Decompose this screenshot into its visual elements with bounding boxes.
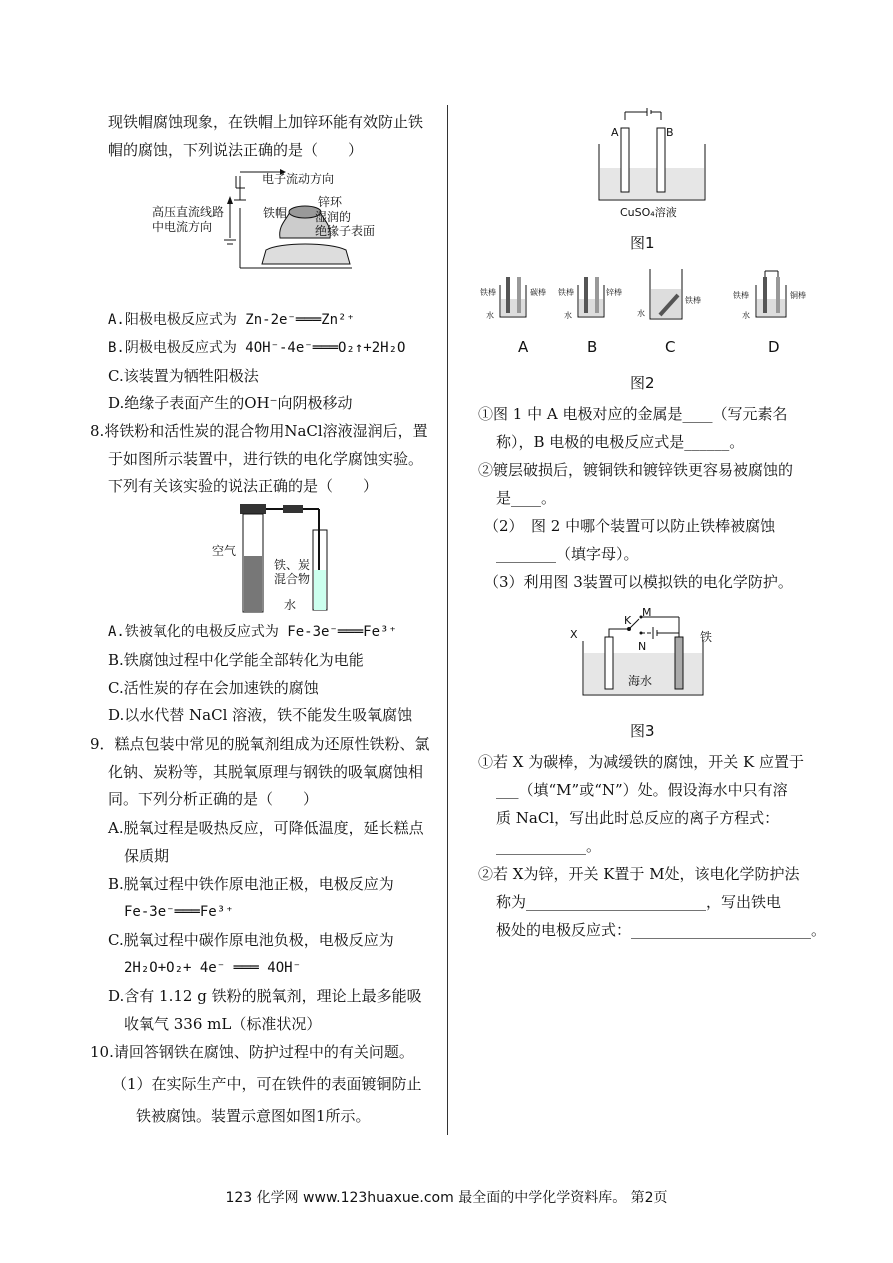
- fig2-c-label-1: 水: [637, 309, 645, 318]
- q9-option-d: D.含有 1.12 g 铁粉的脱氧剂，理论上最多能吸: [108, 987, 422, 1005]
- fig7-hat-label: 铁帽: [263, 206, 288, 220]
- q10-right-line-8: ①若 X 为碳棒，为减缓铁的腐蚀，开关 K 应置于: [478, 753, 804, 771]
- q10-right-line-14: 极处的电极反应式：________________________。: [496, 921, 827, 939]
- q10-right-line-7: （3）利用图 3装置可以模拟铁的电化学防护。: [484, 573, 793, 591]
- fig2-caption: 图2: [630, 374, 655, 392]
- q10-line-3: 铁被腐蚀。装置示意图如图1所示。: [136, 1107, 371, 1125]
- q8-option-a: A.铁被氧化的电极反应式为 Fe-3e⁻═══Fe³⁺: [108, 624, 397, 640]
- q10-right-line-10: 质 NaCl，写出此时总反应的离子方程式：: [496, 809, 780, 827]
- fig2-d-label-2: 铜棒: [790, 291, 806, 300]
- fig7-zinc-label: 锌环: [318, 195, 343, 209]
- q9-option-c: C.脱氧过程中碳作原电池负极，电极反应为: [108, 931, 394, 949]
- q8-option-d: D.以水代替 NaCl 溶液，铁不能发生吸氧腐蚀: [108, 706, 413, 724]
- fig2-a-label-2: 碳棒: [530, 288, 546, 297]
- fig8-mix-label-2: 混合物: [274, 572, 311, 586]
- page-footer: 123 化学网 www.123huaxue.com 最全面的中学化学资料库。 第2页: [225, 1190, 668, 1206]
- fig1-b-label: B: [666, 126, 674, 139]
- fig2-option-d: D: [768, 338, 780, 356]
- q8-option-c: C.活性炭的存在会加速铁的腐蚀: [108, 679, 319, 697]
- fig7-wet-label-2: 绝缘子表面: [315, 224, 376, 238]
- q10-right-line-13: 称为________________________，写出铁电: [496, 893, 782, 911]
- fig7-hv-label-1: 高压直流线路: [152, 205, 225, 219]
- q9-option-a: A.脱氧过程是吸热反应，可降低温度，延长糕点: [108, 819, 424, 837]
- fig2-b-label-3: 水: [564, 311, 572, 320]
- fig2-option-a: A: [518, 338, 529, 356]
- q7-line-1: 现铁帽腐蚀现象，在铁帽上加锌环能有效防止铁: [108, 113, 424, 131]
- q7-option-b: B.阴极电极反应式为 4OH⁻-4e⁻═══O₂↑+2H₂O: [108, 340, 406, 356]
- fig2-a-label-3: 水: [486, 311, 494, 320]
- q8-line-1: 8.将铁粉和活性炭的混合物用NaCl溶液湿润后，置: [90, 422, 428, 440]
- fig3-n-label: N: [638, 640, 647, 653]
- q10-right-line-9: ___（填“M”或“N”）处。假设海水中只有溶: [496, 781, 788, 799]
- fig7-electron-label: 电子流动方向: [262, 172, 335, 186]
- fig8-water-label: 水: [284, 598, 297, 612]
- q10-line-1: 10.请回答钢铁在腐蚀、防护过程中的有关问题。: [90, 1043, 414, 1061]
- q10-right-line-3: ②镀层破损后，镀铜铁和镀锌铁更容易被腐蚀的: [478, 461, 794, 479]
- fig2-d-label-1: 铁棒: [733, 291, 749, 300]
- fig8-mix-label-1: 铁、炭: [274, 558, 311, 572]
- fig2-option-b: B: [587, 338, 598, 356]
- fig2-d-label-3: 水: [742, 311, 750, 320]
- fig2-a-label-1: 铁棒: [480, 288, 496, 297]
- q8-option-b: B.铁腐蚀过程中化学能全部转化为电能: [108, 651, 364, 669]
- q9-option-b-cont: Fe-3e⁻═══Fe³⁺: [124, 904, 234, 920]
- q8-line-3: 下列有关该实验的说法正确的是（ ）: [108, 477, 379, 495]
- fig8-air-label: 空气: [212, 544, 237, 558]
- fig1-a-label: A: [611, 126, 619, 139]
- q10-right-line-1: ①图 1 中 A 电极对应的金属是____（写元素名: [478, 405, 788, 423]
- fig3-sea-label: 海水: [628, 674, 653, 688]
- fig1-caption: 图1: [630, 234, 655, 252]
- q9-line-1: 9．糕点包装中常见的脱氧剂组成为还原性铁粉、氯: [90, 735, 430, 753]
- fig1-solution-label: CuSO₄溶液: [620, 206, 677, 219]
- q10-right-line-6: ________（填字母）。: [496, 545, 639, 563]
- fig2-b-label-2: 锌棒: [606, 288, 622, 297]
- q8-line-2: 于如图所示装置中，进行铁的电化学腐蚀实验。: [108, 450, 424, 468]
- fig2-c-label-2: 铁棒: [685, 296, 701, 305]
- q9-option-c-cont: 2H₂O+O₂+ 4e⁻ ═══ 4OH⁻: [124, 960, 302, 976]
- fig3-m-label: M: [642, 606, 652, 619]
- q10-right-line-4: 是____。: [496, 489, 557, 507]
- fig7-hv-label-2: 中电流方向: [152, 220, 213, 234]
- q7-option-c: C.该装置为牺牲阳极法: [108, 367, 259, 385]
- q10-right-line-11: ____________。: [496, 837, 602, 855]
- fig1-diagram: [595, 108, 710, 208]
- fig3-x-label: X: [570, 628, 578, 641]
- fig3-k-label: K: [624, 614, 632, 627]
- q7-option-d: D.绝缘子表面产生的OH⁻向阴极移动: [108, 394, 353, 412]
- q7-option-a: A.阳极电极反应式为 Zn-2e⁻═══Zn²⁺: [108, 312, 355, 328]
- fig7-wet-label-1: 湿润的: [315, 210, 352, 224]
- q9-option-d-cont: 收氧气 336 mL（标准状况）: [124, 1015, 322, 1033]
- q9-option-b: B.脱氧过程中铁作原电池正极，电极反应为: [108, 875, 394, 893]
- fig3-caption: 图3: [630, 722, 655, 740]
- q10-right-line-2: 称），B 电极的电极反应式是______。: [496, 433, 745, 451]
- q7-line-2: 帽的腐蚀，下列说法正确的是（ ）: [108, 141, 364, 159]
- fig2-option-c: C: [665, 338, 676, 356]
- q10-line-2: （1）在实际生产中，可在铁件的表面镀铜防止: [112, 1075, 422, 1093]
- fig3-iron-label: 铁: [700, 630, 713, 644]
- column-divider: [447, 105, 448, 1135]
- fig2-b-label-1: 铁棒: [558, 288, 574, 297]
- q9-line-2: 化钠、炭粉等，其脱氧原理与钢铁的吸氧腐蚀相: [108, 763, 424, 781]
- q10-right-line-5: （2） 图 2 中哪个装置可以防止铁棒被腐蚀: [484, 517, 776, 535]
- q9-option-a-cont: 保质期: [124, 847, 170, 865]
- q10-right-line-12: ②若 X为锌，开关 K置于 M处，该电化学防护法: [478, 865, 800, 883]
- q9-line-3: 同。下列分析正确的是（ ）: [108, 790, 319, 808]
